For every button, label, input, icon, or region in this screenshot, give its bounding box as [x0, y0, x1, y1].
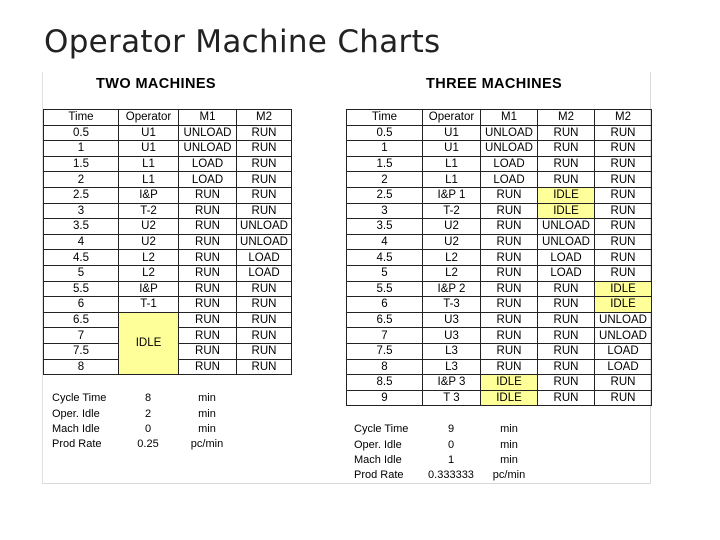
table-cell: RUN	[538, 281, 595, 297]
table-cell: L2	[119, 265, 179, 281]
summary-value: 0.25	[137, 438, 159, 451]
table-cell: UNLOAD	[481, 141, 538, 157]
table-cell: RUN	[538, 172, 595, 188]
table-cell: RUN	[179, 297, 237, 313]
table-cell: L2	[119, 250, 179, 266]
table-cell: 9	[347, 390, 423, 406]
table-cell: RUN	[481, 265, 538, 281]
summary-row	[354, 437, 538, 452]
table-cell: 7	[44, 328, 119, 344]
summary-value: min	[198, 407, 216, 420]
column-header: M1	[481, 110, 538, 126]
table-cell: RUN	[179, 203, 237, 219]
column-header: Operator	[119, 110, 179, 126]
column-header: M2	[237, 110, 292, 126]
table-cell: L1	[423, 156, 481, 172]
summary-label: Cycle Time	[52, 392, 107, 405]
summary-value: 8	[144, 392, 152, 405]
summary-label: Cycle Time	[354, 423, 409, 436]
table-row	[44, 187, 292, 203]
table-cell: RUN	[237, 203, 292, 219]
table-row	[44, 312, 292, 328]
summary-value: min	[500, 438, 518, 451]
summary-row	[52, 391, 236, 406]
table-cell: RUN	[237, 187, 292, 203]
column-header: M2	[538, 110, 595, 126]
two-machines-table	[43, 109, 292, 375]
summary-row	[52, 422, 236, 437]
table-cell: L1	[119, 172, 179, 188]
summary-row	[52, 437, 236, 452]
table-cell: RUN	[179, 234, 237, 250]
table-row	[347, 281, 652, 297]
summary-row	[354, 422, 538, 437]
table-cell: RUN	[179, 328, 237, 344]
table-cell: UNLOAD	[237, 234, 292, 250]
table-cell: U2	[119, 219, 179, 235]
table-row	[44, 234, 292, 250]
table-cell: 5	[347, 265, 423, 281]
table-cell: RUN	[595, 250, 652, 266]
table-cell: RUN	[237, 281, 292, 297]
table-cell: RUN	[237, 343, 292, 359]
table-cell: I&P 2	[423, 281, 481, 297]
three-machines-summary	[354, 422, 538, 484]
table-cell: U1	[119, 125, 179, 141]
table-cell: UNLOAD	[179, 125, 237, 141]
table-cell: RUN	[538, 297, 595, 313]
table-cell: RUN	[538, 343, 595, 359]
column-header: Time	[347, 110, 423, 126]
table-cell: 7.5	[347, 343, 423, 359]
table-cell: UNLOAD	[538, 219, 595, 235]
table-row	[347, 234, 652, 250]
table-cell: RUN	[237, 328, 292, 344]
table-cell: 7	[347, 328, 423, 344]
table-cell: T-3	[423, 297, 481, 313]
column-header: Time	[44, 110, 119, 126]
table-cell: 4.5	[44, 250, 119, 266]
table-row	[44, 281, 292, 297]
table-cell: RUN	[179, 265, 237, 281]
table-cell: IDLE	[595, 281, 652, 297]
table-cell: 5.5	[44, 281, 119, 297]
table-cell: RUN	[179, 187, 237, 203]
summary-label: Mach Idle	[354, 453, 402, 466]
table-row	[44, 125, 292, 141]
table-cell: IDLE	[538, 187, 595, 203]
table-cell: RUN	[538, 375, 595, 391]
table-cell: T-2	[119, 203, 179, 219]
table-cell: RUN	[595, 219, 652, 235]
table-cell: LOAD	[538, 250, 595, 266]
table-cell: RUN	[538, 312, 595, 328]
table-cell: I&P 1	[423, 187, 481, 203]
summary-value: 2	[144, 407, 152, 420]
table-cell: 3	[347, 203, 423, 219]
table-cell: RUN	[595, 203, 652, 219]
table-cell: RUN	[595, 390, 652, 406]
summary-row	[354, 453, 538, 468]
summary-value: 1	[447, 453, 455, 466]
two-machines-heading: TWO MACHINES	[96, 76, 216, 92]
two-machines-summary	[52, 391, 236, 453]
table-row	[347, 328, 652, 344]
table-cell: U2	[423, 234, 481, 250]
table-cell: LOAD	[237, 250, 292, 266]
table-cell: LOAD	[237, 265, 292, 281]
table-cell: UNLOAD	[179, 141, 237, 157]
table-cell: 2	[347, 172, 423, 188]
table-cell: RUN	[481, 219, 538, 235]
table-cell: RUN	[237, 297, 292, 313]
operator-idle-cell: IDLE	[119, 312, 179, 374]
table-cell: 6	[347, 297, 423, 313]
table-cell: IDLE	[538, 203, 595, 219]
table-row	[347, 250, 652, 266]
table-cell: RUN	[179, 219, 237, 235]
table-cell: RUN	[237, 156, 292, 172]
header-row	[347, 110, 652, 126]
table-cell: RUN	[595, 187, 652, 203]
summary-value: 0	[144, 422, 152, 435]
table-row	[44, 219, 292, 235]
summary-value: min	[500, 453, 518, 466]
table-cell: RUN	[179, 359, 237, 375]
table-cell: RUN	[481, 234, 538, 250]
table-row	[347, 312, 652, 328]
table-cell: 5	[44, 265, 119, 281]
table-cell: RUN	[179, 250, 237, 266]
table-cell: LOAD	[538, 265, 595, 281]
table-cell: 6.5	[44, 312, 119, 328]
table-cell: RUN	[595, 172, 652, 188]
table-cell: RUN	[538, 390, 595, 406]
table-cell: RUN	[237, 312, 292, 328]
table-cell: 4.5	[347, 250, 423, 266]
table-row	[347, 297, 652, 313]
table-cell: IDLE	[595, 297, 652, 313]
table-cell: L1	[423, 172, 481, 188]
table-cell: IDLE	[481, 375, 538, 391]
column-header: M2	[595, 110, 652, 126]
summary-value: min	[198, 392, 216, 405]
table-cell: RUN	[481, 312, 538, 328]
summary-row	[52, 406, 236, 421]
table-cell: U2	[423, 219, 481, 235]
table-cell: UNLOAD	[595, 328, 652, 344]
table-cell: 8	[44, 359, 119, 375]
table-cell: RUN	[481, 359, 538, 375]
table-cell: 0.5	[347, 125, 423, 141]
summary-label: Prod Rate	[52, 438, 102, 451]
table-cell: RUN	[237, 125, 292, 141]
table-cell: 7.5	[44, 343, 119, 359]
table-cell: I&P	[119, 187, 179, 203]
table-row	[347, 375, 652, 391]
table-row	[44, 156, 292, 172]
table-row	[44, 203, 292, 219]
table-row	[44, 141, 292, 157]
table-cell: RUN	[595, 125, 652, 141]
summary-label: Oper. Idle	[52, 407, 100, 420]
table-cell: RUN	[179, 281, 237, 297]
three-machines-table	[346, 109, 652, 406]
summary-value: min	[198, 422, 216, 435]
column-header: M1	[179, 110, 237, 126]
table-cell: 4	[44, 234, 119, 250]
table-cell: RUN	[237, 141, 292, 157]
table-cell: RUN	[481, 250, 538, 266]
table-row	[347, 390, 652, 406]
table-cell: L1	[119, 156, 179, 172]
table-row	[347, 343, 652, 359]
table-row	[347, 187, 652, 203]
summary-row	[354, 468, 538, 483]
table-cell: RUN	[237, 359, 292, 375]
table-cell: UNLOAD	[538, 234, 595, 250]
table-row	[347, 141, 652, 157]
table-cell: U1	[119, 141, 179, 157]
table-cell: RUN	[595, 265, 652, 281]
table-cell: T-1	[119, 297, 179, 313]
table-row	[347, 125, 652, 141]
summary-value: pc/min	[492, 469, 526, 482]
table-cell: I&P	[119, 281, 179, 297]
table-cell: RUN	[481, 281, 538, 297]
table-cell: IDLE	[481, 390, 538, 406]
table-cell: 1	[347, 141, 423, 157]
table-cell: U1	[423, 141, 481, 157]
table-cell: RUN	[481, 328, 538, 344]
table-cell: RUN	[481, 343, 538, 359]
table-row	[347, 203, 652, 219]
summary-value: min	[500, 423, 518, 436]
table-cell: RUN	[237, 172, 292, 188]
table-row	[347, 172, 652, 188]
table-cell: RUN	[595, 234, 652, 250]
table-row	[44, 250, 292, 266]
table-cell: UNLOAD	[481, 125, 538, 141]
table-cell: LOAD	[481, 172, 538, 188]
summary-label: Mach Idle	[52, 422, 100, 435]
table-cell: 1.5	[44, 156, 119, 172]
summary-value: pc/min	[190, 438, 224, 451]
table-cell: 3.5	[44, 219, 119, 235]
table-cell: RUN	[595, 141, 652, 157]
summary-value: 0	[447, 438, 455, 451]
table-row	[44, 172, 292, 188]
table-row	[44, 265, 292, 281]
slide-title: Operator Machine Charts	[44, 24, 441, 60]
table-cell: LOAD	[595, 359, 652, 375]
table-cell: 2	[44, 172, 119, 188]
table-cell: 3.5	[347, 219, 423, 235]
table-row	[347, 219, 652, 235]
table-cell: RUN	[481, 203, 538, 219]
table-cell: L2	[423, 265, 481, 281]
table-cell: U2	[119, 234, 179, 250]
table-cell: LOAD	[179, 172, 237, 188]
summary-label: Prod Rate	[354, 469, 404, 482]
table-cell: I&P 3	[423, 375, 481, 391]
table-cell: L2	[423, 250, 481, 266]
table-cell: 1	[44, 141, 119, 157]
table-cell: 0.5	[44, 125, 119, 141]
header-row	[44, 110, 292, 126]
table-cell: 8.5	[347, 375, 423, 391]
table-row	[347, 265, 652, 281]
table-cell: 8	[347, 359, 423, 375]
table-cell: U3	[423, 312, 481, 328]
table-cell: UNLOAD	[595, 312, 652, 328]
table-cell: RUN	[538, 125, 595, 141]
table-cell: LOAD	[481, 156, 538, 172]
table-cell: RUN	[538, 141, 595, 157]
table-cell: UNLOAD	[237, 219, 292, 235]
table-cell: U1	[423, 125, 481, 141]
table-cell: 6	[44, 297, 119, 313]
table-cell: T-2	[423, 203, 481, 219]
table-cell: RUN	[179, 312, 237, 328]
table-row	[44, 297, 292, 313]
table-cell: 6.5	[347, 312, 423, 328]
table-cell: L3	[423, 359, 481, 375]
three-machines-heading: THREE MACHINES	[426, 76, 563, 92]
table-cell: LOAD	[595, 343, 652, 359]
table-cell: RUN	[595, 375, 652, 391]
table-cell: 3	[44, 203, 119, 219]
table-cell: 2.5	[347, 187, 423, 203]
summary-label: Oper. Idle	[354, 438, 402, 451]
summary-value: 9	[447, 423, 455, 436]
column-header: Operator	[423, 110, 481, 126]
table-cell: 4	[347, 234, 423, 250]
summary-value: 0.333333	[428, 469, 474, 482]
table-row	[347, 156, 652, 172]
table-cell: LOAD	[179, 156, 237, 172]
table-cell: 5.5	[347, 281, 423, 297]
table-cell: RUN	[538, 328, 595, 344]
table-cell: 1.5	[347, 156, 423, 172]
table-cell: 2.5	[44, 187, 119, 203]
table-cell: RUN	[481, 297, 538, 313]
table-cell: T 3	[423, 390, 481, 406]
table-cell: RUN	[595, 156, 652, 172]
table-cell: RUN	[538, 156, 595, 172]
table-row	[347, 359, 652, 375]
table-cell: RUN	[179, 343, 237, 359]
table-cell: U3	[423, 328, 481, 344]
table-cell: RUN	[481, 187, 538, 203]
table-cell: RUN	[538, 359, 595, 375]
table-cell: L3	[423, 343, 481, 359]
